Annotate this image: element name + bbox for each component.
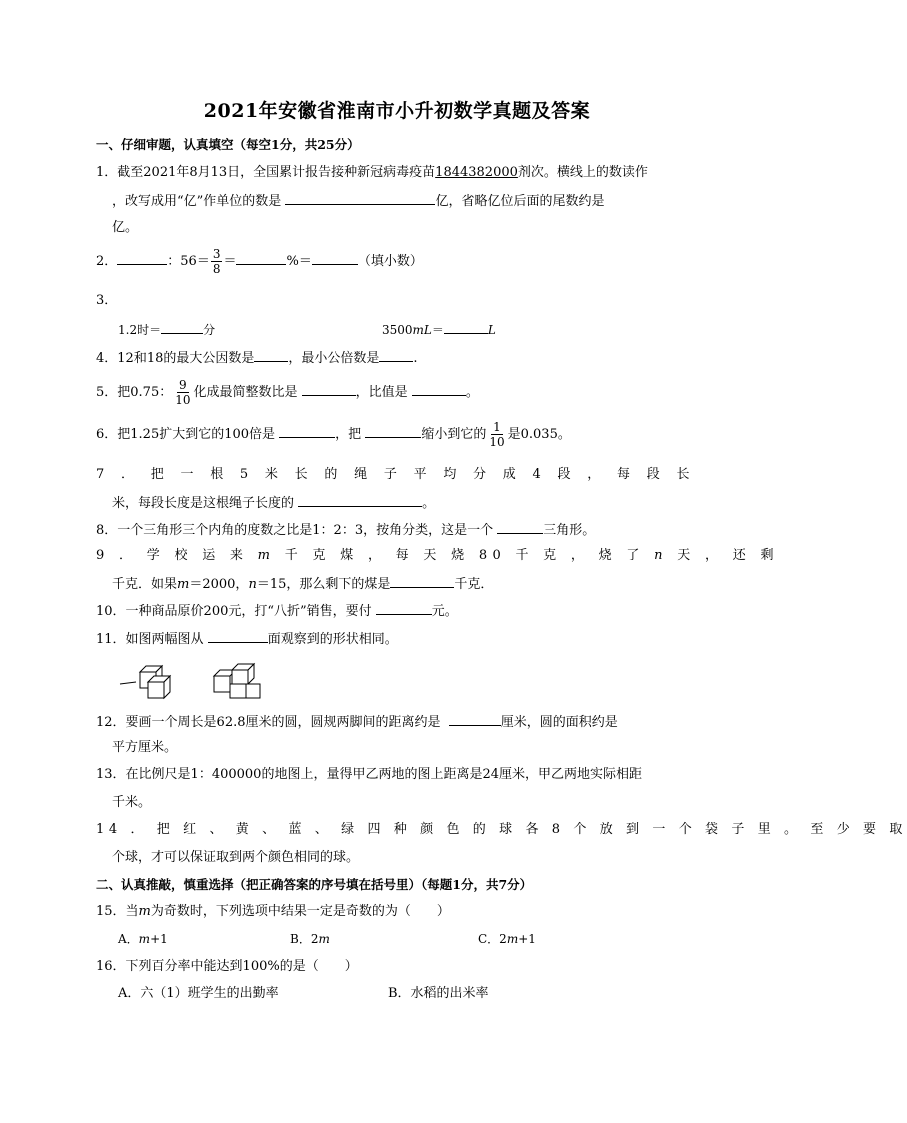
question-6 — [96, 417, 571, 453]
variable-m: m — [138, 932, 151, 946]
unit-minute: 分 — [203, 323, 216, 337]
fraction-3-8 — [211, 247, 223, 276]
answer-blank[interactable] — [390, 573, 454, 588]
question-5-text: 5．把0.75： — [96, 385, 173, 400]
answer-blank[interactable] — [117, 250, 167, 265]
answer-blank[interactable] — [312, 250, 358, 265]
question-5-end: 。 — [465, 385, 479, 400]
answer-blank[interactable] — [279, 423, 335, 438]
unit-ml: mL — [412, 323, 432, 337]
question-3-part-b-value: 3500 — [382, 323, 413, 337]
equals-sign: ＝ — [431, 323, 444, 337]
answer-blank[interactable] — [444, 319, 488, 334]
question-4-end: . — [413, 351, 418, 366]
question-1-text-3: 亿，省略亿位后面的尾数约是 — [435, 194, 605, 209]
section-1-heading: 一、仔细审题，认真填空（每空1分，共25分） — [96, 137, 360, 152]
option-15-a[interactable] — [118, 929, 168, 949]
question-6-end: 是0.035。 — [507, 427, 571, 442]
option-text: +1 — [150, 932, 168, 946]
equals-sign: ＝ — [223, 254, 237, 269]
question-1-line-1 — [96, 163, 648, 183]
answer-blank[interactable] — [254, 347, 288, 362]
question-7-text: 米，每段长度是这根绳子长度的 — [112, 496, 295, 511]
variable-m: m — [318, 932, 330, 946]
fraction-numerator: 3 — [212, 247, 221, 261]
cube-figure-right — [214, 664, 260, 698]
cube-figures — [118, 660, 278, 704]
option-label: C．2 — [478, 932, 507, 946]
percent-sign: %＝ — [286, 254, 312, 269]
answer-blank[interactable] — [376, 600, 432, 615]
page-title: 2021年安徽省淮南市小升初数学真题及答案 — [203, 100, 591, 122]
fraction-denominator: 10 — [489, 435, 505, 449]
option-label: A． — [118, 932, 139, 946]
question-15 — [96, 902, 450, 922]
question-9-text-4: 千克．如果 — [112, 577, 178, 592]
answer-blank[interactable] — [161, 319, 203, 334]
question-5-text-2: 化成最简整数比是 — [193, 385, 298, 400]
question-14-line-1: 14 ． 把 红 、 黄 、 蓝 、 绿 四 种 颜 色 的 球 各 8 个 放 到 一 个 袋 子 里 。 至 少 要 取 — [96, 822, 907, 837]
question-4-text-2: ，最小公倍数是 — [288, 351, 380, 366]
question-1-line-3: 亿。 — [112, 220, 139, 235]
answer-blank[interactable] — [379, 347, 413, 362]
variable-m: m — [257, 548, 276, 563]
question-12-line-2: 平方厘米。 — [112, 740, 178, 755]
question-5-text-3: ，比值是 — [355, 385, 408, 400]
question-5 — [96, 375, 479, 411]
fraction-1-10 — [487, 420, 506, 449]
question-15-text-2: 为奇数时，下列选项中结果一定是奇数的为（ ） — [150, 904, 450, 919]
question-9-end: 千克． — [454, 577, 494, 592]
question-2-ratio: ：56＝ — [167, 254, 210, 269]
question-2-number: 2． — [96, 254, 118, 269]
fraction-numerator: 9 — [179, 378, 187, 392]
question-4-text: 4．12和18的最大公因数是 — [96, 351, 255, 366]
question-7-end: 。 — [422, 496, 436, 511]
variable-m: m — [506, 932, 519, 946]
question-11-text: 11．如图两幅图从 — [96, 632, 204, 647]
question-10-end: 元。 — [431, 604, 458, 619]
option-15-b[interactable] — [290, 929, 330, 949]
question-8-end: 三角形。 — [543, 523, 596, 538]
fraction-9-10 — [173, 378, 192, 407]
question-8-text: 8．一个三角形三个内角的度数之比是1：2：3，按角分类，这是一个 — [96, 523, 494, 538]
section-2-heading: 二、认真推敲，慎重选择（把正确答案的序号填在括号里）（每题1分，共7分） — [96, 877, 533, 892]
question-13-line-1: 13．在比例尺是1：400000的地图上，量得甲乙两地的图上距离是24厘米，甲乙两地实际相距 — [96, 767, 642, 782]
answer-blank[interactable] — [497, 519, 543, 534]
fraction-denominator: 10 — [175, 393, 191, 407]
question-15-text: 15．当 — [96, 904, 139, 919]
answer-blank[interactable] — [302, 381, 356, 396]
question-3-part-a-text: 1.2时＝ — [118, 323, 162, 337]
question-7-line-2 — [112, 492, 435, 514]
answer-blank[interactable] — [365, 423, 421, 438]
question-6-text-3: 缩小到它的 — [421, 427, 487, 442]
option-label: B．2 — [290, 932, 319, 946]
cube-figure-left — [120, 666, 170, 698]
question-16: 16．下列百分率中能达到100%的是（ ） — [96, 959, 358, 974]
question-10-text: 10．一种商品原价200元，打“八折”销售，要付 — [96, 604, 372, 619]
question-1-text-end: 剂次。横线上的数读作 — [517, 165, 648, 180]
question-1-text-2: ，改写成用“亿”作单位的数是 — [112, 194, 282, 209]
option-text: +1 — [518, 932, 536, 946]
question-10 — [96, 600, 458, 622]
question-14-line-2: 个球，才可以保证取到两个颜色相同的球。 — [112, 850, 360, 865]
answer-blank[interactable] — [285, 190, 435, 205]
question-3-part-a — [118, 319, 215, 340]
answer-blank[interactable] — [412, 381, 466, 396]
variable-m: m — [177, 577, 190, 592]
question-3-number: 3． — [96, 293, 118, 308]
question-3-part-b — [382, 319, 496, 340]
question-9-line-2 — [112, 573, 493, 595]
vaccine-number: 1844382000 — [435, 165, 518, 180]
answer-blank[interactable] — [449, 711, 501, 726]
answer-blank[interactable] — [208, 628, 268, 643]
unit-l: L — [487, 323, 496, 337]
fraction-numerator: 1 — [493, 420, 501, 434]
question-9-text-3: 天 ， 还 剩 — [677, 548, 779, 563]
answer-blank[interactable] — [298, 492, 422, 507]
question-6-text-2: ，把 — [335, 427, 362, 442]
variable-n: n — [654, 548, 668, 563]
question-9-line-1 — [96, 546, 779, 566]
question-9-text-5: ＝2000， — [189, 577, 249, 592]
question-4 — [96, 347, 418, 369]
variable-n: n — [248, 577, 257, 592]
fraction-denominator: 8 — [212, 262, 221, 276]
question-12-text: 12．要画一个周长是62.8厘米的圆，圆规两脚间的距离约是 — [96, 715, 441, 730]
question-12-line-1 — [96, 711, 618, 733]
question-11-end: 面观察到的形状相同。 — [267, 632, 398, 647]
question-9-text: 9 ． 学 校 运 来 — [96, 548, 249, 563]
question-11 — [96, 628, 398, 650]
answer-blank[interactable] — [236, 250, 286, 265]
question-8 — [96, 519, 595, 541]
question-12-text-2: 厘米，圆的面积约是 — [500, 715, 618, 730]
option-16-b[interactable]: B．水稻的出米率 — [388, 986, 489, 1001]
option-15-c[interactable] — [478, 929, 536, 949]
question-1-text: 1．截至2021年8月13日，全国累计报告接种新冠病毒疫苗 — [96, 165, 436, 180]
question-7-line-1: 7 ． 把 一 根 5 米 长 的 绳 子 平 均 分 成 4 段 ， 每 段 长 — [96, 467, 696, 482]
question-2 — [96, 244, 423, 280]
question-2-hint: （填小数） — [357, 254, 423, 269]
question-6-text: 6．把1.25扩大到它的100倍是 — [96, 427, 276, 442]
question-9-text-6: ＝15，那么剩下的煤是 — [256, 577, 391, 592]
variable-m: m — [138, 904, 151, 919]
option-16-a[interactable]: A．六（1）班学生的出勤率 — [118, 986, 279, 1001]
question-1-line-2 — [112, 190, 604, 212]
question-9-text-2: 千 克 煤 ， 每 天 烧 80 千 克 ， 烧 了 — [284, 548, 645, 563]
question-13-line-2: 千米。 — [112, 795, 152, 810]
